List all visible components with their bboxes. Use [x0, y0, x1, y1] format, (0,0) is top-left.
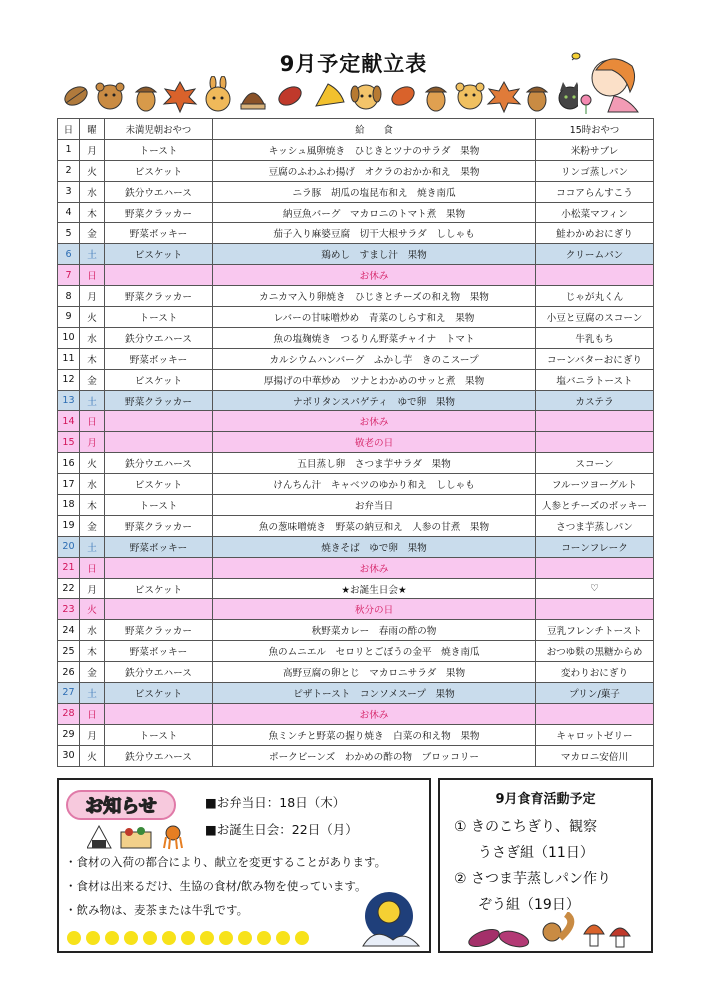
table-row — [58, 244, 654, 265]
morning-snack-cell: ビスケット — [105, 369, 213, 390]
lunch-cell: ポークビーンズ わかめの酢の物 ブロッコリー — [213, 745, 536, 766]
notice-box — [57, 778, 431, 953]
morning-snack-cell — [105, 703, 213, 724]
maple-leaf-icon — [488, 82, 520, 112]
morning-snack-cell: トースト — [105, 724, 213, 745]
notice-bullet-2: ・食材は出来るだけ、生協の食材/飲み物を使っています。 — [65, 879, 367, 893]
morning-snack-cell: 鉄分ウエハース — [105, 453, 213, 474]
yellow-dot-border — [65, 930, 315, 946]
day-cell: 28 — [58, 703, 80, 724]
day-cell: 11 — [58, 348, 80, 369]
morning-snack-cell: ビスケット — [105, 160, 213, 181]
table-row — [58, 139, 654, 160]
ginkgo-leaf-icon — [316, 84, 344, 106]
table-row — [58, 307, 654, 328]
yellow-dot — [200, 931, 214, 945]
morning-snack-cell: 野菜クラッカー — [105, 390, 213, 411]
morning-snack-cell: 野菜ボッキー — [105, 536, 213, 557]
morning-snack-cell: ビスケット — [105, 474, 213, 495]
day-cell: 29 — [58, 724, 80, 745]
bear-icon — [456, 83, 484, 109]
table-row — [58, 515, 654, 536]
lunch-cell: 秋分の日 — [213, 599, 536, 620]
rabbit-icon — [206, 76, 230, 111]
table-row — [58, 327, 654, 348]
day-cell: 1 — [58, 139, 80, 160]
afternoon-snack-cell: コーンバターおにぎり — [536, 348, 654, 369]
table-row — [58, 202, 654, 223]
sweet-potato-icon — [498, 928, 531, 949]
table-row — [58, 599, 654, 620]
afternoon-snack-cell: プリン/菓子 — [536, 683, 654, 704]
weekday-cell: 木 — [80, 641, 105, 662]
morning-snack-cell: 野菜ボッキー — [105, 641, 213, 662]
afternoon-snack-cell: 鮭わかめおにぎり — [536, 223, 654, 244]
table-row — [58, 474, 654, 495]
leaf-icon — [62, 83, 91, 109]
day-cell: 21 — [58, 557, 80, 578]
morning-snack-cell: トースト — [105, 139, 213, 160]
afternoon-snack-cell: 人参とチーズのボッキー — [536, 495, 654, 516]
day-cell: 25 — [58, 641, 80, 662]
afternoon-snack-cell: さつま芋蒸しパン — [536, 515, 654, 536]
afternoon-snack-cell: コーンフレーク — [536, 536, 654, 557]
afternoon-snack-cell: 小松菜マフィン — [536, 202, 654, 223]
yellow-dot — [181, 931, 195, 945]
weekday-cell: 月 — [80, 578, 105, 599]
afternoon-snack-cell: 小豆と豆腐のスコーン — [536, 307, 654, 328]
afternoon-snack-cell: 変わりおにぎり — [536, 662, 654, 683]
notice-badge — [65, 788, 177, 822]
morning-snack-cell — [105, 432, 213, 453]
notice-bullet-1: ・食材の入荷の都合により、献立を変更することがあります。 — [65, 855, 387, 869]
girl-illustration — [552, 48, 652, 116]
weekday-cell: 土 — [80, 683, 105, 704]
table-row — [58, 724, 654, 745]
yellow-dot — [124, 931, 138, 945]
day-cell: 15 — [58, 432, 80, 453]
morning-snack-cell: ビスケット — [105, 578, 213, 599]
maple-leaf-icon — [164, 82, 196, 112]
yellow-dot — [276, 931, 290, 945]
table-row — [58, 369, 654, 390]
afternoon-snack-cell: 米粉サブレ — [536, 139, 654, 160]
table-row — [58, 223, 654, 244]
leaf-icon — [276, 83, 305, 109]
afternoon-snack-cell: おつゆ麩の黒糖からめ — [536, 641, 654, 662]
afternoon-snack-cell: ♡ — [536, 578, 654, 599]
lunch-cell: 納豆魚バーグ マカロニのトマト煮 果物 — [213, 202, 536, 223]
morning-snack-cell: 鉄分ウエハース — [105, 745, 213, 766]
afternoon-snack-cell — [536, 265, 654, 286]
day-cell: 7 — [58, 265, 80, 286]
lunch-cell: 魚ミンチと野菜の握り焼き 白菜の和え物 果物 — [213, 724, 536, 745]
squirrel-icon — [543, 914, 571, 941]
morning-snack-cell: 野菜ボッキー — [105, 223, 213, 244]
notice-badge-label: お知らせ — [85, 796, 157, 817]
day-cell: 24 — [58, 620, 80, 641]
afternoon-snack-cell: ココアらんすこう — [536, 181, 654, 202]
table-row — [58, 495, 654, 516]
weekday-cell: 木 — [80, 348, 105, 369]
lunch-cell: 高野豆腐の卵とじ マカロニサラダ 果物 — [213, 662, 536, 683]
table-row — [58, 348, 654, 369]
day-cell: 16 — [58, 453, 80, 474]
day-cell: 30 — [58, 745, 80, 766]
lunch-cell: ナポリタンスパゲティ ゆで卵 果物 — [213, 390, 536, 411]
dog-icon — [351, 85, 381, 109]
lunch-cell: 魚の塩麹焼き つるりん野菜チャイナ トマト — [213, 327, 536, 348]
afternoon-snack-cell: カステラ — [536, 390, 654, 411]
afternoon-snack-cell: 牛乳もち — [536, 327, 654, 348]
bear-icon — [96, 83, 124, 109]
table-row — [58, 286, 654, 307]
lunch-cell: お休み — [213, 557, 536, 578]
afternoon-snack-cell: キャロットゼリー — [536, 724, 654, 745]
lunch-cell: レバーの甘味噌炒め 青菜のしらす和え 果物 — [213, 307, 536, 328]
morning-snack-cell: 野菜クラッカー — [105, 286, 213, 307]
weekday-cell: 水 — [80, 181, 105, 202]
weekday-cell: 月 — [80, 286, 105, 307]
morning-snack-cell: ビスケット — [105, 683, 213, 704]
morning-snack-cell: トースト — [105, 495, 213, 516]
birthday-party-note: ■お誕生日会：22日（月） — [205, 822, 358, 837]
weekday-cell: 火 — [80, 307, 105, 328]
morning-snack-cell: 鉄分ウエハース — [105, 662, 213, 683]
yellow-dot — [162, 931, 176, 945]
weekday-cell: 土 — [80, 536, 105, 557]
lunch-cell: ニラ豚 胡瓜の塩昆布和え 焼き南瓜 — [213, 181, 536, 202]
activity-item-1: ① きのこちぎり、観察 — [454, 819, 598, 835]
lunch-cell: 敬老の日 — [213, 432, 536, 453]
table-row — [58, 641, 654, 662]
table-row — [58, 578, 654, 599]
afternoon-snack-cell — [536, 599, 654, 620]
food-education-box — [438, 778, 653, 953]
yellow-dot — [143, 931, 157, 945]
lunch-cell: 焼きそば ゆで卵 果物 — [213, 536, 536, 557]
table-row — [58, 662, 654, 683]
sweet-potato-icon — [467, 926, 502, 950]
day-cell: 20 — [58, 536, 80, 557]
yellow-dot — [257, 931, 271, 945]
table-row — [58, 703, 654, 724]
header-lunch: 給 食 — [213, 119, 536, 140]
activity-item-2-group: ぞう組（19日） — [478, 897, 580, 913]
morning-snack-cell — [105, 411, 213, 432]
afternoon-snack-cell: リンゴ蒸しパン — [536, 160, 654, 181]
afternoon-snack-cell: フルーツヨーグルト — [536, 474, 654, 495]
lunch-cell: 豆腐のふわふわ揚げ オクラのおかか和え 果物 — [213, 160, 536, 181]
table-row — [58, 390, 654, 411]
lunch-cell: カルシウムハンバーグ ふかし芋 きのこスープ — [213, 348, 536, 369]
morning-snack-cell — [105, 557, 213, 578]
day-cell: 2 — [58, 160, 80, 181]
table-row — [58, 453, 654, 474]
day-cell: 5 — [58, 223, 80, 244]
lunch-cell: 秋野菜カレー 春雨の酢の物 — [213, 620, 536, 641]
day-cell: 26 — [58, 662, 80, 683]
yellow-dot — [295, 931, 309, 945]
table-row — [58, 620, 654, 641]
table-row — [58, 160, 654, 181]
day-cell: 17 — [58, 474, 80, 495]
food-box-icon — [121, 827, 151, 848]
morning-snack-cell: 野菜クラッカー — [105, 620, 213, 641]
weekday-cell: 火 — [80, 160, 105, 181]
lunch-cell: お休み — [213, 265, 536, 286]
lunch-cell: キッシュ風卵焼き ひじきとツナのサラダ 果物 — [213, 139, 536, 160]
autumn-decoration-border — [58, 76, 578, 116]
acorn-icon — [527, 87, 547, 111]
weekday-cell: 金 — [80, 662, 105, 683]
table-row — [58, 265, 654, 286]
lunch-cell: ピザトースト コンソメスープ 果物 — [213, 683, 536, 704]
day-cell: 19 — [58, 515, 80, 536]
weekday-cell: 月 — [80, 724, 105, 745]
header-morning-snack: 未満児朝おやつ — [105, 119, 213, 140]
lunch-cell: ★お誕生日会★ — [213, 578, 536, 599]
morning-snack-cell: 鉄分ウエハース — [105, 181, 213, 202]
table-row — [58, 411, 654, 432]
weekday-cell: 金 — [80, 369, 105, 390]
afternoon-snack-cell — [536, 703, 654, 724]
menu-table — [57, 118, 654, 767]
lunch-cell: 魚のムニエル セロリとごぼうの金平 焼き南瓜 — [213, 641, 536, 662]
weekday-cell: 木 — [80, 495, 105, 516]
lunch-cell: 魚の葱味噌焼き 野菜の納豆和え 人参の甘煮 果物 — [213, 515, 536, 536]
table-row — [58, 432, 654, 453]
day-cell: 27 — [58, 683, 80, 704]
table-row — [58, 181, 654, 202]
day-cell: 18 — [58, 495, 80, 516]
morning-snack-cell: 野菜ボッキー — [105, 348, 213, 369]
weekday-cell: 日 — [80, 411, 105, 432]
weekday-cell: 火 — [80, 745, 105, 766]
day-cell: 10 — [58, 327, 80, 348]
octopus-icon — [164, 826, 182, 849]
lunch-cell: お弁当日 — [213, 495, 536, 516]
page-title: 9月予定献立表 — [279, 52, 428, 76]
sun-moon-illustration — [349, 888, 427, 950]
table-row — [58, 557, 654, 578]
onigiri-octopus-illustration — [87, 824, 187, 850]
afternoon-snack-cell: クリームパン — [536, 244, 654, 265]
yellow-dot — [67, 931, 81, 945]
afternoon-snack-cell: 塩バニラトースト — [536, 369, 654, 390]
table-row — [58, 745, 654, 766]
day-cell: 23 — [58, 599, 80, 620]
weekday-cell: 水 — [80, 474, 105, 495]
yellow-dot — [219, 931, 233, 945]
day-cell: 12 — [58, 369, 80, 390]
weekday-cell: 日 — [80, 703, 105, 724]
weekday-cell: 水 — [80, 620, 105, 641]
header-day: 日 — [58, 119, 80, 140]
weekday-cell: 土 — [80, 390, 105, 411]
activity-item-2: ② さつま芋蒸しパン作り — [454, 871, 612, 887]
leaf-icon — [389, 83, 418, 109]
lunch-cell: お休み — [213, 411, 536, 432]
yellow-dot — [105, 931, 119, 945]
weekday-cell: 火 — [80, 453, 105, 474]
yellow-dot — [238, 931, 252, 945]
day-cell: 22 — [58, 578, 80, 599]
afternoon-snack-cell — [536, 411, 654, 432]
lunch-cell: 厚揚げの中華炒め ツナとわかめのサッと煮 果物 — [213, 369, 536, 390]
autumn-food-illustration — [466, 912, 646, 950]
table-row — [58, 683, 654, 704]
onigiri-icon — [87, 826, 111, 848]
table-header-row — [58, 119, 654, 140]
activity-item-1-group: うさぎ組（11日） — [478, 845, 594, 861]
lunch-cell: けんちん汁 キャベツのゆかり和え ししゃも — [213, 474, 536, 495]
morning-snack-cell: 野菜クラッカー — [105, 515, 213, 536]
day-cell: 3 — [58, 181, 80, 202]
day-cell: 8 — [58, 286, 80, 307]
afternoon-snack-cell: 豆乳フレンチトースト — [536, 620, 654, 641]
mushroom-icon — [610, 928, 630, 947]
morning-snack-cell: ビスケット — [105, 244, 213, 265]
header-weekday: 曜 — [80, 119, 105, 140]
lunch-cell: 鶏めし すまし汁 果物 — [213, 244, 536, 265]
header-afternoon-snack: 15時おやつ — [536, 119, 654, 140]
weekday-cell: 月 — [80, 432, 105, 453]
weekday-cell: 水 — [80, 327, 105, 348]
weekday-cell: 火 — [80, 599, 105, 620]
morning-snack-cell: 鉄分ウエハース — [105, 327, 213, 348]
weekday-cell: 土 — [80, 244, 105, 265]
lunch-cell: お休み — [213, 703, 536, 724]
weekday-cell: 金 — [80, 515, 105, 536]
day-cell: 6 — [58, 244, 80, 265]
weekday-cell: 月 — [80, 139, 105, 160]
activity-title: 9月食育活動予定 — [495, 792, 596, 807]
afternoon-snack-cell — [536, 432, 654, 453]
afternoon-snack-cell: スコーン — [536, 453, 654, 474]
notice-bullet-3: ・飲み物は、麦茶または牛乳です。 — [65, 903, 249, 917]
lunchbox-day-note: ■お弁当日：18日（木） — [205, 795, 346, 810]
day-cell: 13 — [58, 390, 80, 411]
day-cell: 9 — [58, 307, 80, 328]
weekday-cell: 日 — [80, 265, 105, 286]
day-cell: 14 — [58, 411, 80, 432]
yellow-dot — [86, 931, 100, 945]
morning-snack-cell: トースト — [105, 307, 213, 328]
afternoon-snack-cell: じゃが丸くん — [536, 286, 654, 307]
lunch-cell: 五目蒸し卵 さつま芋サラダ 果物 — [213, 453, 536, 474]
weekday-cell: 金 — [80, 223, 105, 244]
acorn-icon — [136, 87, 156, 111]
morning-snack-cell: 野菜クラッカー — [105, 202, 213, 223]
afternoon-snack-cell: マカロニ安倍川 — [536, 745, 654, 766]
weekday-cell: 木 — [80, 202, 105, 223]
acorn-icon — [426, 87, 446, 111]
morning-snack-cell — [105, 265, 213, 286]
morning-snack-cell — [105, 599, 213, 620]
lunch-cell: カニカマ入り卵焼き ひじきとチーズの和え物 果物 — [213, 286, 536, 307]
day-cell: 4 — [58, 202, 80, 223]
table-row — [58, 536, 654, 557]
mushroom-icon — [584, 925, 604, 946]
chestnut-icon — [241, 93, 265, 109]
weekday-cell: 日 — [80, 557, 105, 578]
lunch-cell: 茄子入り麻婆豆腐 切干大根サラダ ししゃも — [213, 223, 536, 244]
afternoon-snack-cell — [536, 557, 654, 578]
